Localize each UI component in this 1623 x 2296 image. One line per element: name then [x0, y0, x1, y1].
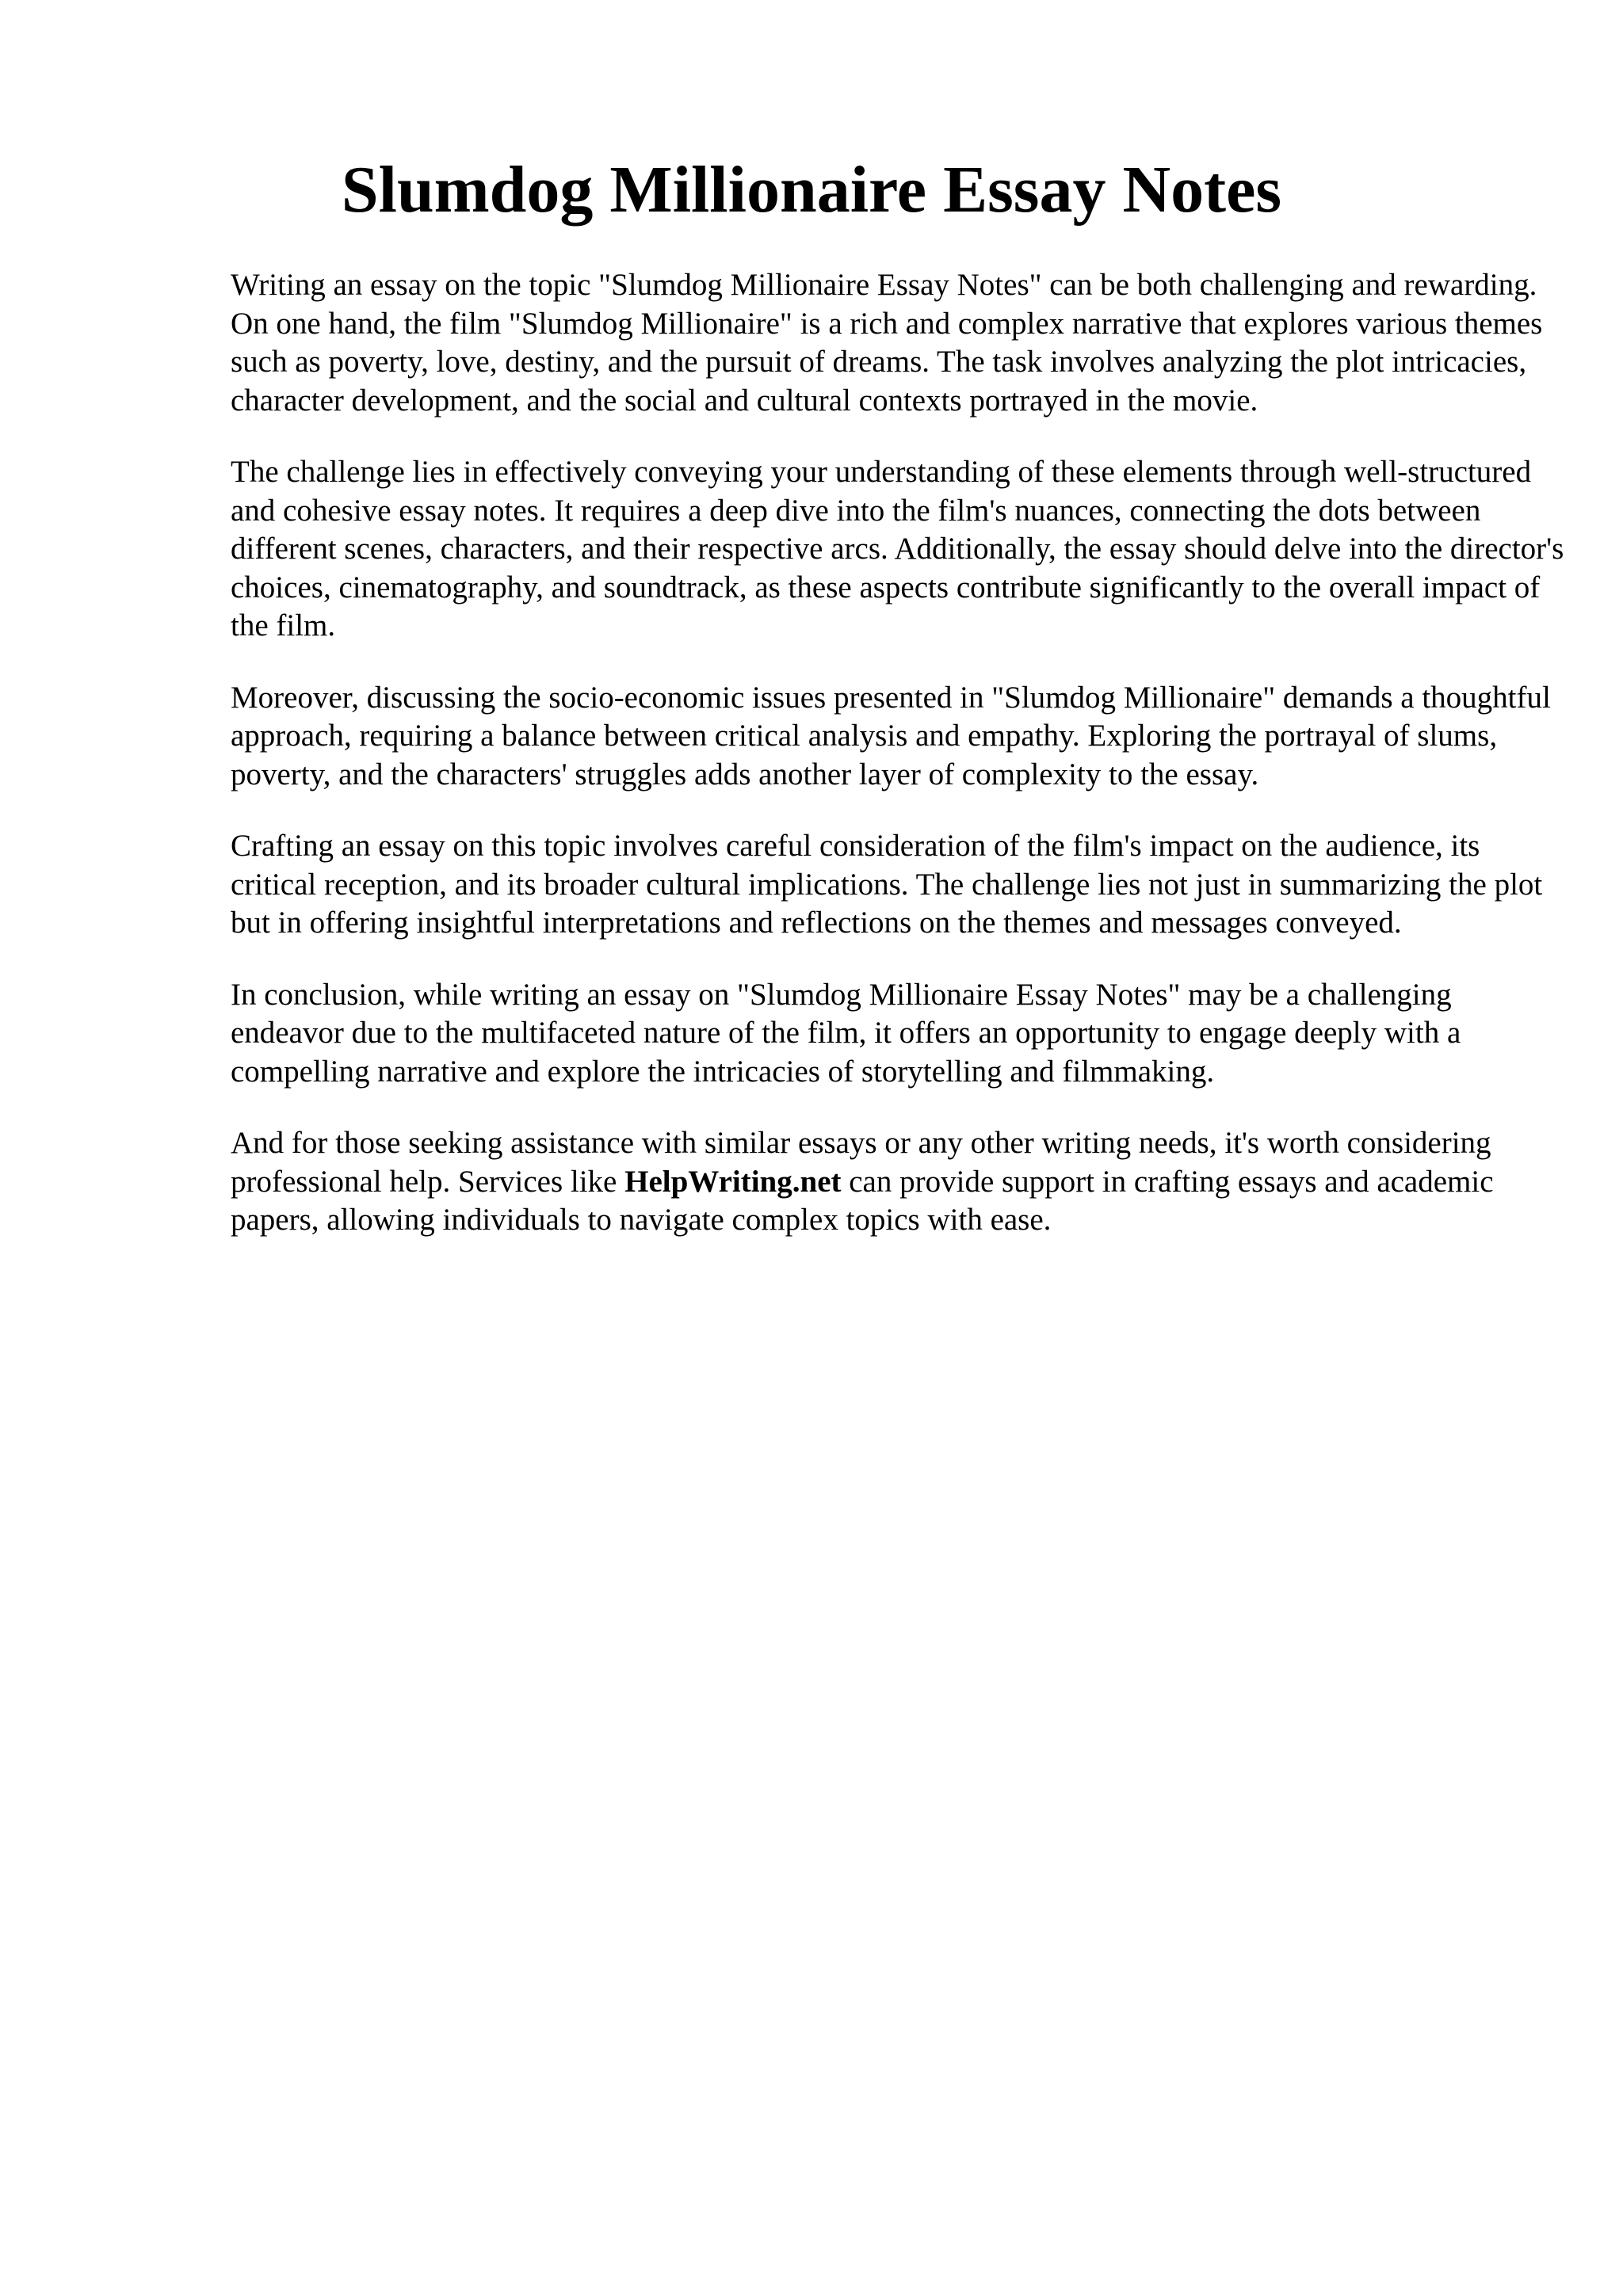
paragraph-1: Writing an essay on the topic "Slumdog Millionaire Essay Notes" can be both challenging and rewarding. On one hand, the film "Slumdog Millionaire" is a rich and complex narrative that explores various themes such as poverty, love, destiny, and the pursuit of dreams. The task involves analyzing the plot intricacies, character development, and the social and cultural contexts portrayed in the movie.: [231, 268, 1543, 418]
paragraph-2: The challenge lies in effectively conveying your understanding of these elements through well-structured and cohesive essay notes. It requires a deep dive into the film's nuances, connecting the dots between different scenes, characters, and their respective arcs. Additionally, the essay should delve into the director's choices, cinematography, and soundtrack, as these aspects contribute significantly to the overall impact of the film.: [231, 455, 1564, 643]
page-title: Slumdog Millionaire Essay Notes: [341, 153, 1282, 227]
paragraph-5: In conclusion, while writing an essay on "Slumdog Millionaire Essay Notes" may be a challenging endeavor due to the multifaceted nature of the film, it offers an opportunity to engage deeply with a compelling narrative and explore the intricacies of storytelling and filmmaking.: [231, 977, 1461, 1089]
paragraph-4: Crafting an essay on this topic involves careful consideration of the film's impact on the audience, its critical reception, and its broader cultural implications. The challenge lies not just in summarizing the plot but in offering insightful interpretations and reflections on the themes and messages conveyed.: [231, 829, 1543, 940]
paragraph-3: Moreover, discussing the socio-economic issues presented in "Slumdog Millionaire" demands a thoughtful approach, requiring a balance between critical analysis and empathy. Exploring the portrayal of slums, poverty, and the characters' struggles adds another layer of complexity to the essay.: [231, 680, 1551, 791]
helpwriting-link[interactable]: HelpWriting.net: [624, 1164, 842, 1199]
document-body: [231, 266, 1570, 1273]
paragraph-6: [231, 1124, 1570, 1240]
paragraph-6-before-link: And for those seeking assistance with similar essays or any other writing needs, it's worth considering professional help. Services like: [231, 1126, 1491, 1199]
paragraph-6-after-link: can provide support in crafting essays and academic papers, allowing individuals to navigate complex topics with ease.: [231, 1164, 1494, 1237]
